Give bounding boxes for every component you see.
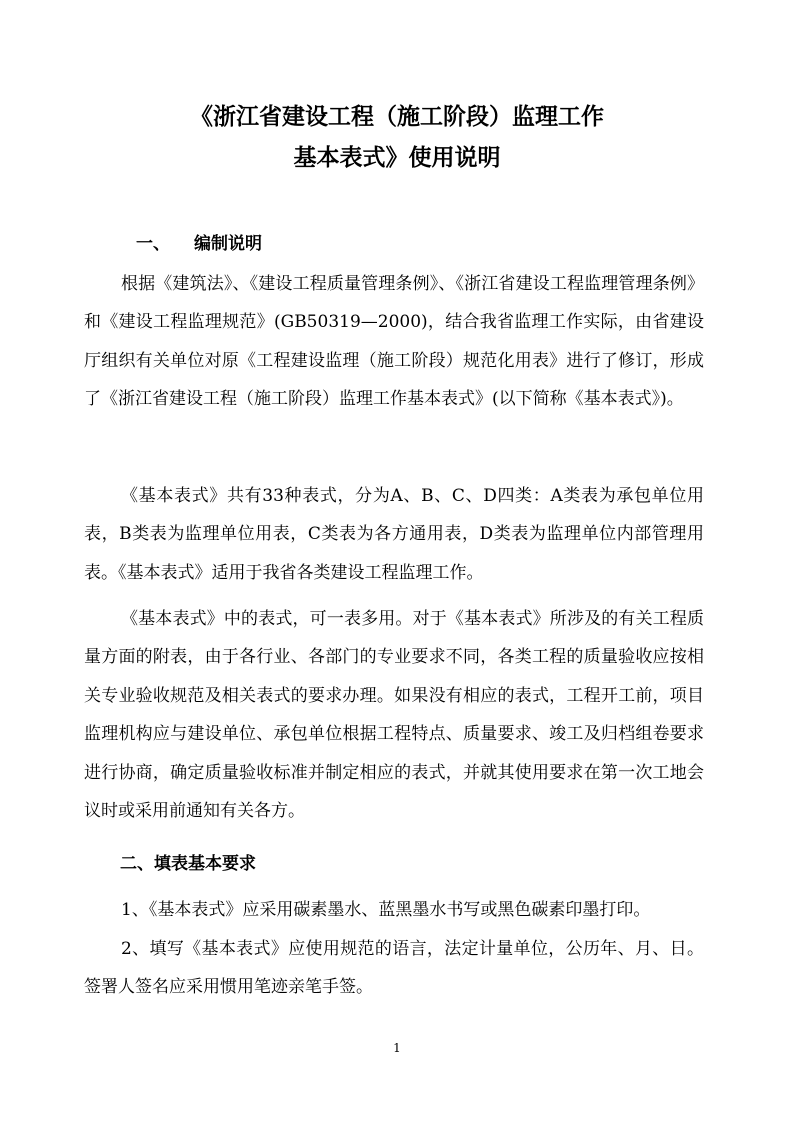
- section-1-heading: [136, 232, 262, 256]
- section-1-number: 一、: [136, 234, 170, 254]
- section-2-paragraph-2: 2、填写《基本表式》应使用规范的语言，法定计量单位，公历年、月、日。签署人签名应采用惯用笔迹亲笔手签。: [84, 939, 704, 998]
- document-title-line-2: 基本表式》使用说明: [293, 145, 501, 171]
- section-1-paragraph-2: 《基本表式》共有33种表式，分为A、B、C、D四类：A类表为承包单位用表，B类表为监理单位用表，C类表为各方通用表，D类表为监理单位内部管理用表。《基本表式》适用于我省各类建设工程监理工作。: [84, 486, 704, 583]
- section-2-paragraph-1: 1、《基本表式》应采用碳素墨水、蓝黑墨水书写或黑色碳素印墨打印。: [121, 900, 651, 920]
- section-1-paragraph-3: 《基本表式》中的表式，可一表多用。对于《基本表式》所涉及的有关工程质量方面的附表，由于各行业、各部门的专业要求不同，各类工程的质量验收应按相关专业验收规范及相关表式的要求办理。如果没有相应的表式，工程开工前，项目监理机构应与建设单位、承包单位根据工程特点、质量要求、竣工及归档组卷要求进行协商，确定质量验收标准并制定相应的表式，并就其使用要求在第一次工地会议时或采用前通知有关各方。: [84, 609, 704, 822]
- page-number: 1: [393, 1041, 401, 1055]
- document-title-line-1: 《浙江省建设工程（施工阶段）监理工作: [190, 104, 604, 130]
- section-1-paragraph-1: 根据《建筑法》、《建设工程质量管理条例》、《浙江省建设工程监理管理条例》和《建设工程监理规范》(GB50319—2000)，结合我省监理工作实际，由省建设厅组织有关单位对原《工程建设监理（施工阶段）规范化用表》进行了修订，形成了《浙江省建设工程（施工阶段）监理工作基本表式》(以下简称《基本表式》)。: [84, 274, 704, 410]
- section-2-heading: 二、填表基本要求: [120, 854, 256, 874]
- section-1-title: 编制说明: [194, 234, 262, 254]
